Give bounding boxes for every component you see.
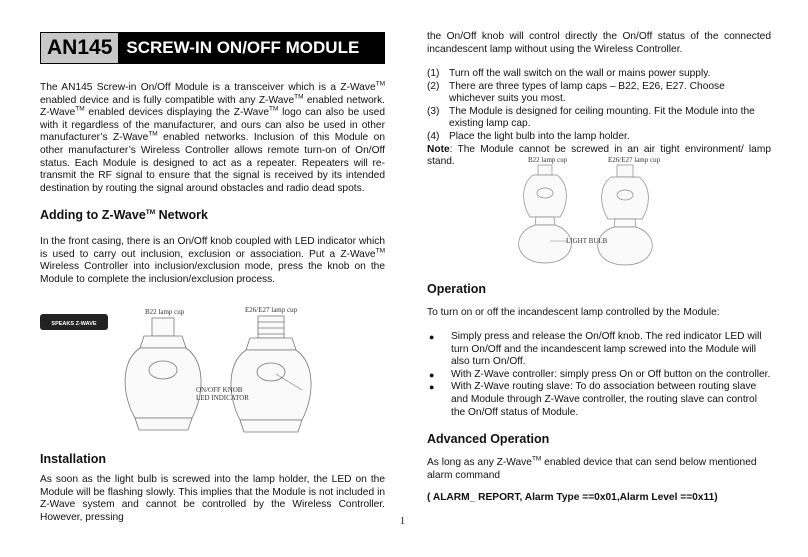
zwave-logo — [40, 314, 108, 330]
svg-text:SPEAKS Z-WAVE: SPEAKS Z-WAVE — [51, 321, 97, 327]
alarm-command: ( ALARM_ REPORT, Alarm Type ==0x01,Alarm Level ==0x11) — [427, 492, 718, 503]
e26-cup-drawing — [231, 316, 311, 432]
b22-assembly-drawing — [519, 165, 572, 263]
label-knob: ON/OFF KNOB — [196, 386, 243, 394]
installation-heading: Installation — [40, 452, 106, 466]
document-title: SCREW-IN ON/OFF MODULE — [120, 33, 384, 63]
lamp-bulb-figure — [500, 155, 670, 267]
step-item: (3) The Module is designed for ceiling mounting. Fit the Module into the existing lamp cap. — [427, 105, 755, 130]
label-e26: E26/E27 lamp cup — [245, 306, 298, 314]
bullet-icon: ● — [429, 332, 435, 342]
bullet-icon: ● — [429, 382, 435, 393]
operation-heading: Operation — [427, 282, 487, 296]
list-item: ● With Z-Wave controller: simply press On or Off button on the controller. — [429, 368, 771, 380]
installation-continued: the On/Off knob will control directly the On/Off status of the connected incandescent lamp without using the Wireless Controller. — [427, 31, 771, 55]
page-number: 1 — [400, 516, 405, 527]
label-bulb: LIGHT BULB — [566, 237, 608, 245]
adding-heading: Adding to Z-Wave™ Network — [40, 208, 208, 222]
title-bar — [40, 32, 385, 64]
intro-paragraph: The AN145 Screw-in On/Off Module is a transceiver which is a Z-Wave™ enabled device and is fully compatible with any Z-Wave™ enabled network. Z-Wave™ enabled devices displaying the Z-Wave™ logo can also be used with it regardless of the manufacturer, and ours can also be used in other manufacturer’s Z-Wave™ enabled networks. Inclusion of this Module on other manufacturer’s Wireless Controller allows remote turn-on of On/Off status. Each Module is designed to act as a repeater. Repeaters will re-transmit the RF signal to ensure that the signal is received by its intended destination by routing the signal around obstacles and radio dead spots. — [40, 80, 386, 194]
operation-intro: To turn on or off the incandescent lamp controlled by the Module: — [427, 307, 720, 318]
step-item: (2) There are three types of lamp caps – B22, E26, E27. Choose whichever suits you most. — [427, 80, 725, 105]
operation-bullets — [427, 331, 771, 419]
installation-paragraph: As soon as the light bulb is screwed into the lamp holder, the LED on the Module will be flashing slowly. This implies that the Module is not included in Z-Wave system and cannot be controlled by the Wireless Controller. However, pressing — [40, 474, 385, 523]
label-b22: B22 lamp cup — [145, 308, 185, 316]
list-item: ● Simply press and release the On/Off knob. The red indicator LED will turn On/Off and the incandescent lamp screwed into the Module will also turn On/Off. — [429, 331, 762, 368]
advanced-heading: Advanced Operation — [427, 432, 550, 446]
list-item: ● With Z-Wave routing slave: To do association between routing slave and Module through Z-Wave controller, the routing slave can control the On/Off status of Module. — [429, 381, 757, 418]
note: Note: The Module cannot be screwed in an air tight environment/ lamp stand. — [427, 143, 771, 168]
e26-assembly-drawing — [598, 165, 652, 265]
label-b22-small: B22 lamp cup — [528, 156, 568, 164]
advanced-paragraph: As long as any Z-Wave™ enabled device that can send below mentioned alarm command — [427, 455, 757, 481]
installation-steps — [427, 68, 771, 169]
step-item: (1) Turn off the wall switch on the wall or mains power supply. — [427, 68, 711, 79]
adding-paragraph: In the front casing, there is an On/Off knob coupled with LED indicator which is used to carry out inclusion, exclusion or association. Put a Z-Wave™ Wireless Controller into inclusion/exclusion mode, press the knob on the Module to complete the inclusion/exclusion process. — [40, 236, 385, 285]
step-item: (4) Place the light bulb into the lamp holder. — [427, 130, 630, 142]
label-e26-small: E26/E27 lamp cup — [608, 156, 661, 164]
lamp-cup-figure — [40, 300, 385, 440]
bullet-icon: ● — [429, 369, 435, 380]
b22-cup-drawing — [125, 318, 201, 430]
label-led: LED INDICATOR — [196, 394, 249, 402]
model-code: AN145 — [41, 33, 120, 63]
